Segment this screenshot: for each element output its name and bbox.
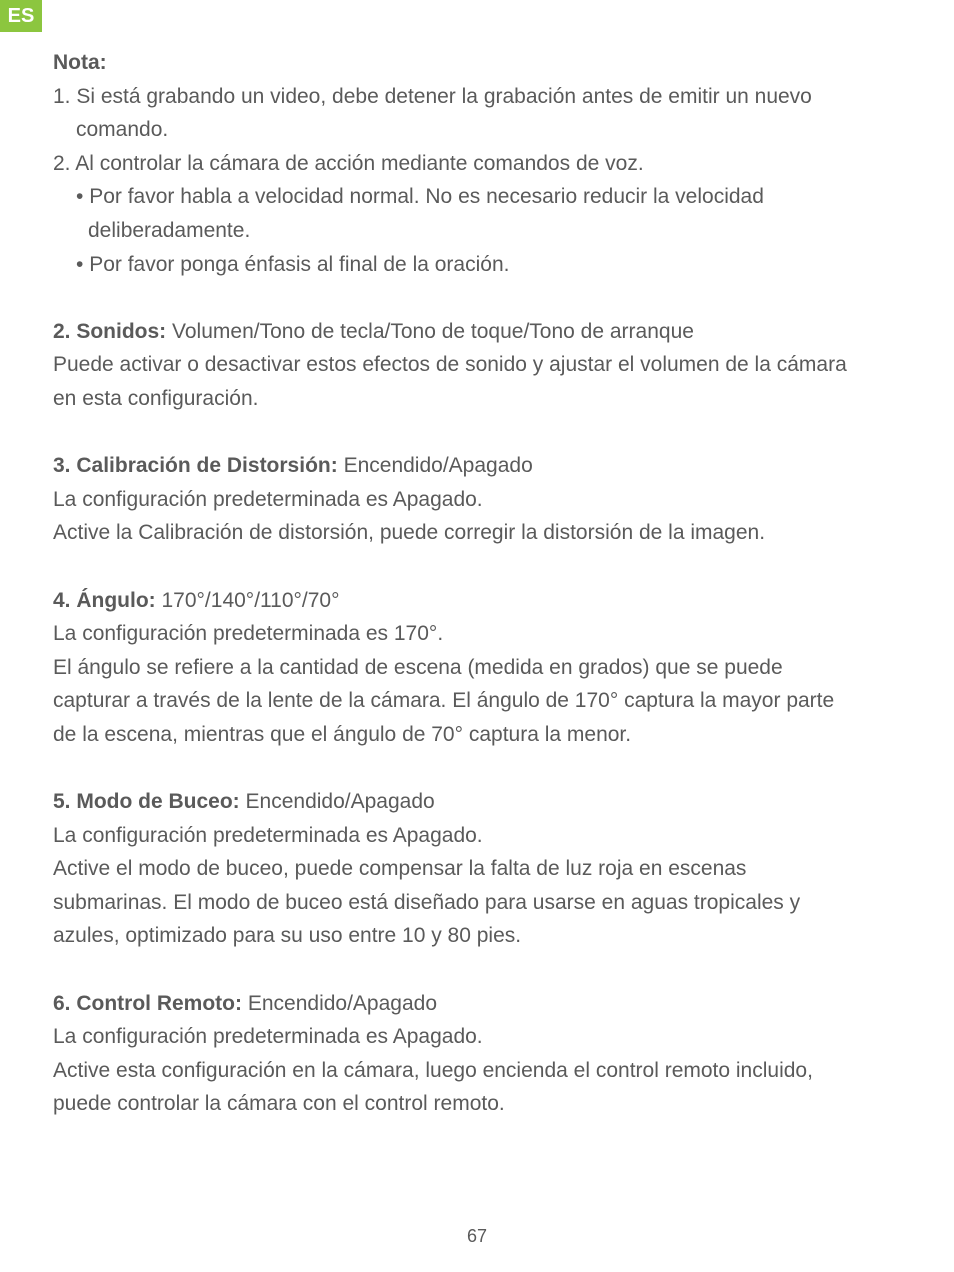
note-item-2: 2. Al controlar la cámara de acción mediante comandos de voz.: [53, 151, 644, 175]
section-text: La configuración predeterminada es Apagado.: [53, 823, 483, 847]
section-text: Active esta configuración en la cámara, luego encienda el control remoto incluido,: [53, 1058, 813, 1082]
section-heading-calibracion: 3. Calibración de Distorsión: Encendido/Apagado: [53, 454, 533, 478]
section-text: Puede activar o desactivar estos efectos de sonido y ajustar el volumen de la cámara: [53, 353, 847, 377]
section-text: de la escena, mientras que el ángulo de 70° captura la menor.: [53, 722, 632, 746]
note-item-1-cont: comando.: [76, 118, 169, 142]
section-text: Active la Calibración de distorsión, puede corregir la distorsión de la imagen.: [53, 521, 766, 545]
section-text: puede controlar la cámara con el control remoto.: [53, 1092, 505, 1116]
note-bullet-2: • Por favor ponga énfasis al final de la oración.: [76, 252, 510, 276]
language-tag: ES: [0, 0, 42, 32]
section-text: La configuración predeterminada es Apagado.: [53, 1025, 483, 1049]
section-heading-control-remoto: 6. Control Remoto: Encendido/Apagado: [53, 991, 438, 1015]
section-text: submarinas. El modo de buceo está diseñado para usarse en aguas tropicales y: [53, 890, 801, 914]
bullet-icon: •: [76, 252, 84, 276]
bullet-icon: •: [76, 185, 84, 209]
section-heading-angulo: 4. Ángulo: 170°/140°/110°/70°: [53, 588, 340, 612]
note-bullet-1-cont: deliberadamente.: [88, 218, 251, 242]
section-text: azules, optimizado para su uso entre 10 y 80 pies.: [53, 924, 522, 948]
page-content: [53, 46, 913, 1121]
section-heading-sonidos: 2. Sonidos: Volumen/Tono de tecla/Tono de toque/Tono de arranque: [53, 319, 694, 343]
section-text: La configuración predeterminada es Apagado.: [53, 487, 483, 511]
page-number: 67: [466, 1226, 488, 1246]
note-bullet-1: • Por favor habla a velocidad normal. No es necesario reducir la velocidad: [76, 185, 764, 209]
section-text: La configuración predeterminada es 170°.: [53, 622, 444, 646]
section-text: en esta configuración.: [53, 386, 259, 410]
section-text: capturar a través de la lente de la cámara. El ángulo de 170° captura la mayor parte: [53, 689, 835, 713]
section-heading-buceo: 5. Modo de Buceo: Encendido/Apagado: [53, 790, 435, 814]
section-text: El ángulo se refiere a la cantidad de escena (medida en grados) que se puede: [53, 655, 783, 679]
note-title: Nota:: [53, 51, 107, 74]
note-item-1: 1. Si está grabando un video, debe detener la grabación antes de emitir un nuevo: [53, 84, 812, 108]
section-text: Active el modo de buceo, puede compensar la falta de luz roja en escenas: [53, 857, 747, 881]
